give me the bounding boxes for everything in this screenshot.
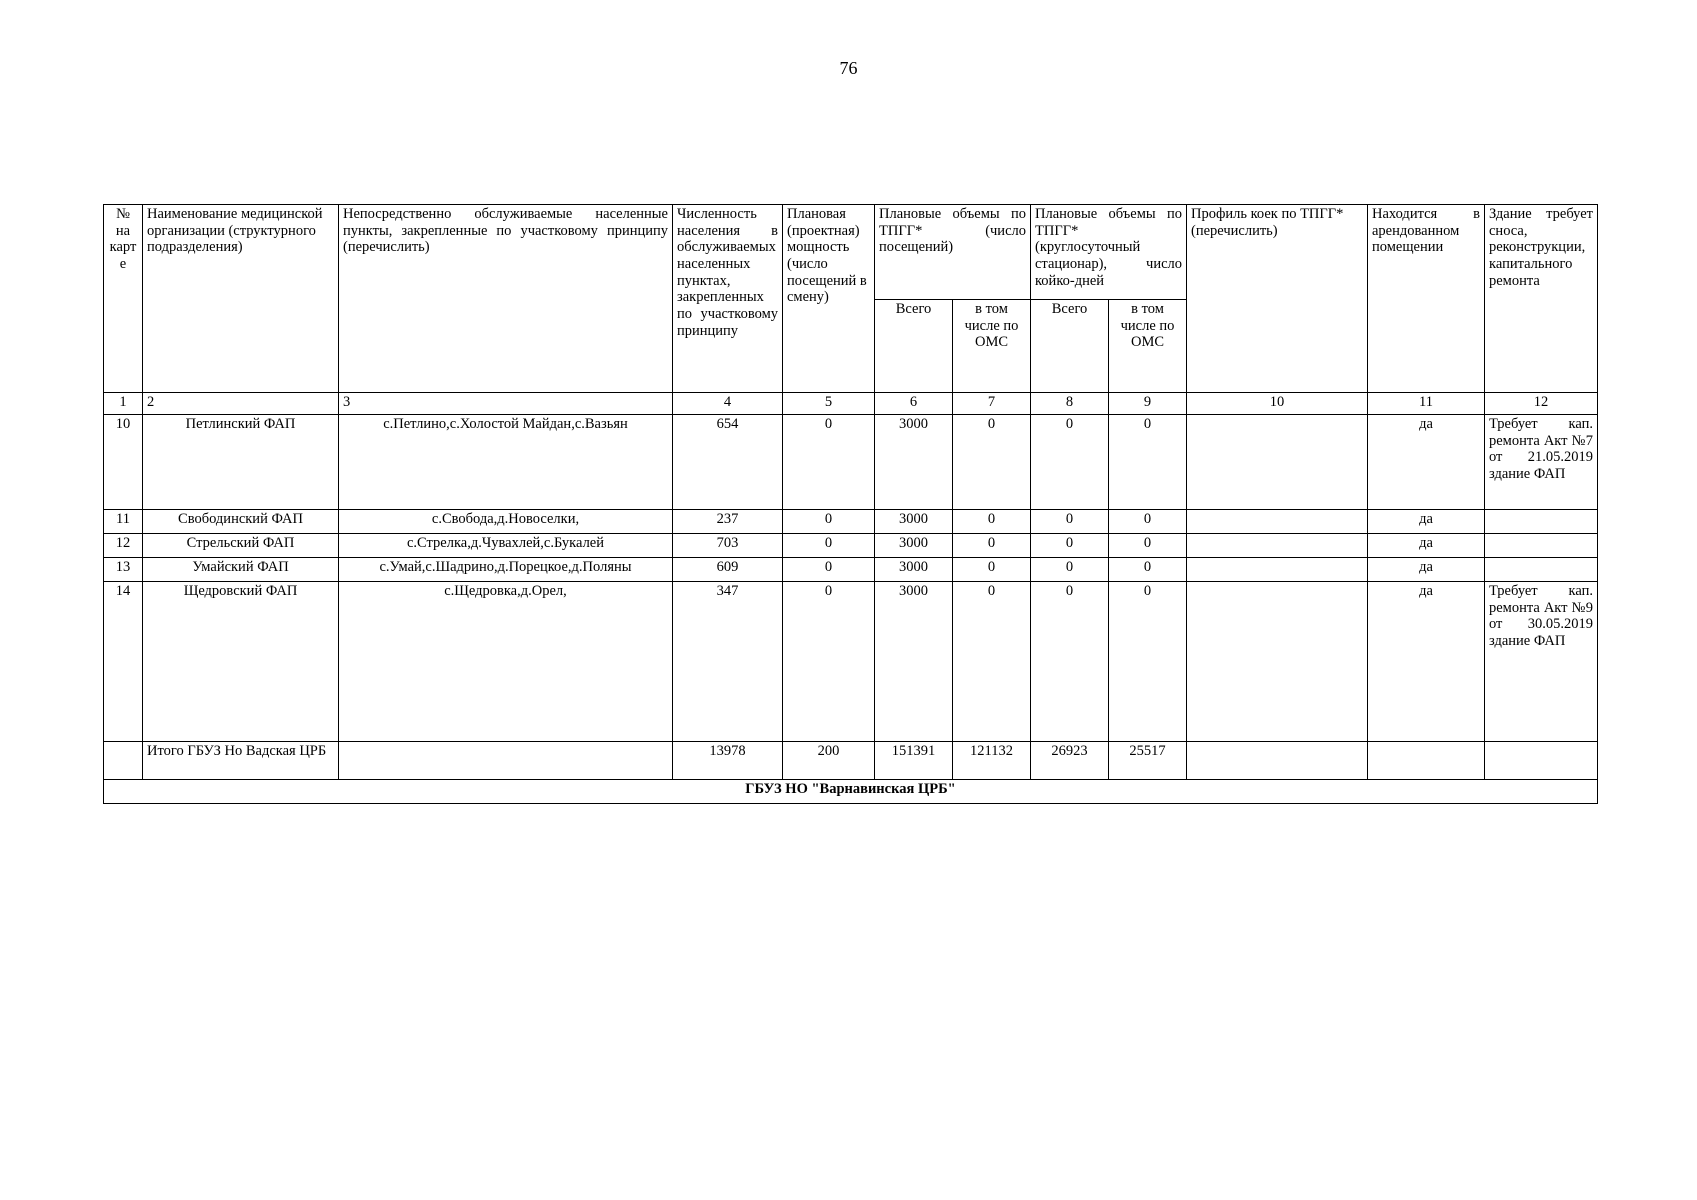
capacity: 0 <box>783 510 875 534</box>
table-row <box>104 582 1598 742</box>
facility-name: Свободинский ФАП <box>143 510 339 534</box>
rented: да <box>1368 510 1485 534</box>
column-number: 1 <box>104 393 143 415</box>
total-empty-cell <box>1485 742 1598 780</box>
settlements: с.Стрелка,д.Чувахлей,с.Букалей <box>339 534 673 558</box>
total-empty-cell <box>1187 742 1368 780</box>
row-number: 13 <box>104 558 143 582</box>
rented: да <box>1368 415 1485 510</box>
beddays-oms: 0 <box>1109 534 1187 558</box>
header-col-capacity: Плановая (проектная) мощность (число посещений в смену) <box>783 205 875 393</box>
facilities-table <box>103 204 1598 804</box>
population: 609 <box>673 558 783 582</box>
settlements: с.Щедровка,д.Орел, <box>339 582 673 742</box>
facility-name: Умайский ФАП <box>143 558 339 582</box>
total-beddays-total: 26923 <box>1031 742 1109 780</box>
table-row <box>104 415 1598 510</box>
capacity: 0 <box>783 558 875 582</box>
table-row <box>104 558 1598 582</box>
rented: да <box>1368 582 1485 742</box>
capacity: 0 <box>783 534 875 558</box>
facility-name: Петлинский ФАП <box>143 415 339 510</box>
column-number: 5 <box>783 393 875 415</box>
column-number: 7 <box>953 393 1031 415</box>
building-status <box>1485 534 1598 558</box>
header-col-settlements: Непосредственно обслуживаемые населенные пункты, закрепленные по участковому принципу (перечислить) <box>339 205 673 393</box>
beddays-oms: 0 <box>1109 415 1187 510</box>
header-col-building: Здание требует сноса, реконструкции, капитального ремонта <box>1485 205 1598 393</box>
section-title: ГБУЗ НО "Варнавинская ЦРБ" <box>104 780 1598 804</box>
beddays-oms: 0 <box>1109 510 1187 534</box>
column-number: 8 <box>1031 393 1109 415</box>
header-col-population: Численность населения в обслуживаемых населенных пунктах, закрепленных по участковому принципу <box>673 205 783 393</box>
beddays-oms: 0 <box>1109 558 1187 582</box>
settlements: с.Свобода,д.Новоселки, <box>339 510 673 534</box>
beddays-oms: 0 <box>1109 582 1187 742</box>
header-visits-total: Всего <box>875 300 953 393</box>
section-row <box>104 780 1598 804</box>
header-beddays-total: Всего <box>1031 300 1109 393</box>
visits-oms: 0 <box>953 558 1031 582</box>
population: 347 <box>673 582 783 742</box>
visits-oms: 0 <box>953 582 1031 742</box>
visits-total: 3000 <box>875 582 953 742</box>
column-number: 3 <box>339 393 673 415</box>
visits-total: 3000 <box>875 510 953 534</box>
visits-total: 3000 <box>875 534 953 558</box>
column-number: 2 <box>143 393 339 415</box>
building-status <box>1485 558 1598 582</box>
table-row <box>104 510 1598 534</box>
visits-oms: 0 <box>953 510 1031 534</box>
visits-total: 3000 <box>875 558 953 582</box>
total-label: Итого ГБУЗ Но Вадская ЦРБ <box>143 742 339 780</box>
header-col-organization: Наименование медицинской организации (структурного подразделения) <box>143 205 339 393</box>
bed-profile <box>1187 582 1368 742</box>
population: 654 <box>673 415 783 510</box>
beddays-total: 0 <box>1031 534 1109 558</box>
total-visits-oms: 121132 <box>953 742 1031 780</box>
rented: да <box>1368 534 1485 558</box>
capacity: 0 <box>783 582 875 742</box>
building-status: Требует кап. ремонта Акт №9 от 30.05.2019 здание ФАП <box>1485 582 1598 742</box>
column-number: 4 <box>673 393 783 415</box>
header-col-rented: Находится в арендованном помещении <box>1368 205 1485 393</box>
population: 703 <box>673 534 783 558</box>
beddays-total: 0 <box>1031 558 1109 582</box>
header-col-bed-profile: Профиль коек по ТПГГ* (перечислить) <box>1187 205 1368 393</box>
building-status <box>1485 510 1598 534</box>
bed-profile <box>1187 558 1368 582</box>
column-number: 12 <box>1485 393 1598 415</box>
row-number: 14 <box>104 582 143 742</box>
total-empty-cell <box>1368 742 1485 780</box>
total-row <box>104 742 1598 780</box>
total-empty-cell <box>339 742 673 780</box>
column-numbers-row <box>104 393 1598 415</box>
row-number: 11 <box>104 510 143 534</box>
building-status: Требует кап. ремонта Акт №7 от 21.05.2019 здание ФАП <box>1485 415 1598 510</box>
settlements: с.Умай,с.Шадрино,д.Порецкое,д.Поляны <box>339 558 673 582</box>
column-number: 10 <box>1187 393 1368 415</box>
visits-total: 3000 <box>875 415 953 510</box>
beddays-total: 0 <box>1031 415 1109 510</box>
population: 237 <box>673 510 783 534</box>
header-col-planned-beddays: Плановые объемы по ТПГГ* (круглосуточный стационар), число койко-дней <box>1031 205 1187 300</box>
total-empty-cell <box>104 742 143 780</box>
header-beddays-oms: в том числе по ОМС <box>1109 300 1187 393</box>
visits-oms: 0 <box>953 415 1031 510</box>
bed-profile <box>1187 510 1368 534</box>
table-row <box>104 534 1598 558</box>
beddays-total: 0 <box>1031 510 1109 534</box>
column-number: 11 <box>1368 393 1485 415</box>
capacity: 0 <box>783 415 875 510</box>
row-number: 12 <box>104 534 143 558</box>
page-number: 76 <box>839 58 858 78</box>
total-visits-total: 151391 <box>875 742 953 780</box>
bed-profile <box>1187 534 1368 558</box>
total-beddays-oms: 25517 <box>1109 742 1187 780</box>
header-visits-oms: в том числе по ОМС <box>953 300 1031 393</box>
header-col-number: № на карте <box>104 205 143 393</box>
rented: да <box>1368 558 1485 582</box>
facility-name: Щедровский ФАП <box>143 582 339 742</box>
facility-name: Стрельский ФАП <box>143 534 339 558</box>
total-population: 13978 <box>673 742 783 780</box>
settlements: с.Петлино,с.Холостой Майдан,с.Вазьян <box>339 415 673 510</box>
row-number: 10 <box>104 415 143 510</box>
column-number: 6 <box>875 393 953 415</box>
header-col-planned-visits: Плановые объемы по ТПГГ* (число посещений) <box>875 205 1031 300</box>
column-number: 9 <box>1109 393 1187 415</box>
visits-oms: 0 <box>953 534 1031 558</box>
beddays-total: 0 <box>1031 582 1109 742</box>
total-capacity: 200 <box>783 742 875 780</box>
bed-profile <box>1187 415 1368 510</box>
